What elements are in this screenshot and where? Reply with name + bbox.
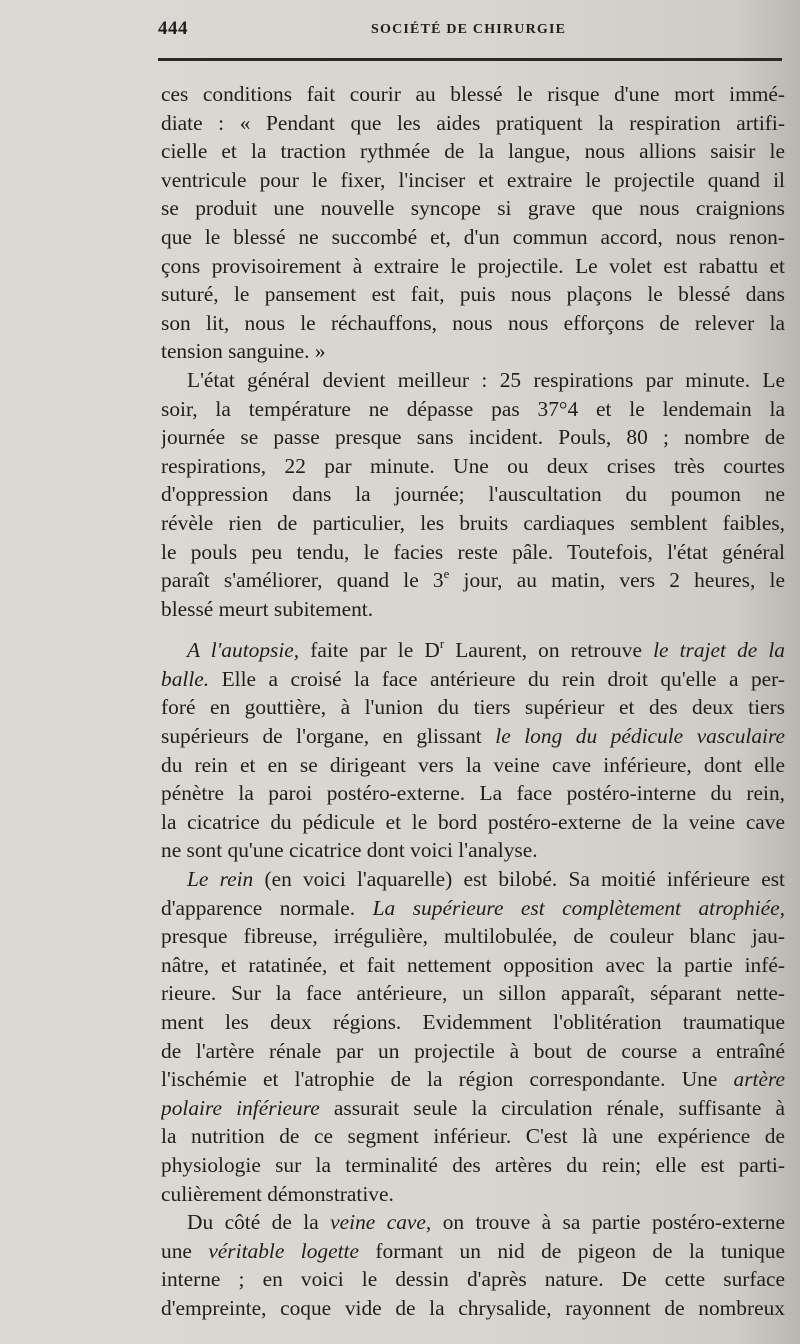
text-segment: Du côté de la bbox=[187, 1210, 331, 1235]
text-line: L'état général devient meilleur : 25 respirations par minute. Le bbox=[187, 367, 785, 392]
text-line: ces conditions fait courir au blessé le risque d'une mort immé- bbox=[161, 82, 785, 106]
paragraph-kidney bbox=[161, 865, 785, 1208]
text-line bbox=[161, 566, 785, 595]
text-line: suturé, le pansement est fait, puis nous plaçons le blessé dans bbox=[161, 282, 785, 307]
text-line: la cicatrice du pédicule et le bord postéro-externe de la veine cave bbox=[161, 809, 785, 834]
text-segment: une bbox=[161, 1238, 209, 1263]
text-line bbox=[161, 665, 785, 694]
text-line: respirations, 22 par minute. Une ou deux crises très courtes bbox=[161, 453, 785, 478]
paragraph-clinical-course bbox=[161, 366, 785, 623]
text-segment: on trouve à sa partie postéro-externe bbox=[431, 1210, 785, 1235]
text-line: çons provisoirement à extraire le projectile. Le volet est rabattu et bbox=[161, 253, 785, 278]
text-line: son lit, nous le réchauffons, nous nous efforçons de relever la bbox=[161, 310, 785, 335]
text-segment: faite par le D bbox=[299, 638, 440, 663]
text-line: ment les deux régions. Evidemment l'oblitération traumatique bbox=[161, 1010, 785, 1034]
text-line: physiologie sur la terminalité des artères du rein; elle est parti- bbox=[161, 1152, 785, 1177]
superscript: r bbox=[439, 637, 445, 652]
text-line: la nutrition de ce segment inférieur. C'est là une expérience de bbox=[161, 1124, 785, 1149]
body-text bbox=[161, 80, 785, 1323]
text-line: presque fibreuse, irrégulière, multilobulée, de couleur blanc jau- bbox=[161, 924, 785, 949]
text-segment: formant un nid de pigeon de la tunique bbox=[358, 1238, 785, 1263]
text-segment: Laurent, on retrouve bbox=[444, 638, 654, 663]
text-line: tension sanguine. » bbox=[161, 339, 326, 364]
text-segment: d'apparence normale. bbox=[161, 895, 373, 920]
text-line: d'oppression dans la journée; l'auscultation du poumon ne bbox=[161, 482, 785, 507]
text-line: interne ; en voici le dessin d'après nature. De cette surface bbox=[161, 1267, 785, 1292]
italic-text: le long du pédicule vasculaire bbox=[495, 724, 785, 749]
text-line: du rein et en se dirigeant vers la veine cave inférieure, dont elle bbox=[161, 752, 785, 777]
text-line: pénètre la paroi postéro-externe. La face postéro-interne du rein, bbox=[161, 781, 785, 806]
text-line: culièrement démonstrative. bbox=[161, 1181, 394, 1206]
paragraph-autopsy bbox=[161, 636, 785, 865]
text-line bbox=[161, 1065, 785, 1094]
text-line: cielle et la traction rythmée de la langue, nous allions saisir le bbox=[161, 139, 785, 164]
text-line: diate : « Pendant que les aides pratiquent la respiration artifi- bbox=[161, 110, 785, 135]
text-line: foré en gouttière, à l'union du tiers supérieur et des deux tiers bbox=[161, 695, 785, 720]
text-segment: l'ischémie et l'atrophie de la région correspondante. Une bbox=[161, 1067, 734, 1092]
italic-text: A l'autopsie, bbox=[187, 638, 300, 663]
italic-text: le trajet de la bbox=[653, 638, 785, 663]
text-line: de l'artère rénale par un projectile à bout de course a entraîné bbox=[161, 1038, 785, 1063]
text-line: journée se passe presque sans incident. Pouls, 80 ; nombre de bbox=[161, 425, 785, 450]
superscript: e bbox=[443, 567, 450, 582]
text-line bbox=[161, 1237, 785, 1266]
running-head bbox=[158, 16, 778, 46]
text-segment: paraît s'améliorer, quand le 3 bbox=[161, 568, 444, 593]
text-segment: supérieurs de l'organe, en glissant bbox=[161, 724, 496, 749]
text-line bbox=[161, 1094, 785, 1123]
text-line: que le blessé ne succombé et, d'un commun accord, nous renon- bbox=[161, 224, 785, 249]
paragraph-vena-cava bbox=[161, 1208, 785, 1322]
text-line bbox=[161, 894, 785, 923]
text-segment: jour, au matin, vers 2 heures, le bbox=[449, 568, 785, 593]
text-line: soir, la température ne dépasse pas 37°4 et le lendemain la bbox=[161, 396, 785, 421]
paragraph-quote-end bbox=[161, 80, 785, 366]
text-line bbox=[161, 636, 785, 665]
text-segment: (en voici l'aquarelle) est bilobé. Sa moitié inférieure est bbox=[253, 867, 785, 892]
text-line: d'empreinte, coque vide de la chrysalide, rayonnent de nombreux bbox=[161, 1295, 785, 1320]
italic-text: artère bbox=[733, 1067, 785, 1092]
text-line: ventricule pour le fixer, l'inciser et extraire le projectile quand il bbox=[161, 167, 785, 192]
italic-text: Le rein bbox=[187, 867, 254, 892]
text-line: ne sont qu'une cicatrice dont voici l'analyse. bbox=[161, 838, 538, 863]
page-number: 444 bbox=[158, 18, 188, 39]
text-segment: Elle a croisé la face antérieure du rein droit qu'elle a per- bbox=[209, 666, 785, 691]
text-line: rieure. Sur la face antérieure, un sillon apparaît, séparant nette- bbox=[161, 981, 785, 1006]
text-line: nâtre, et ratatinée, et fait nettement opposition avec la partie infé- bbox=[161, 952, 785, 977]
running-title: SOCIÉTÉ DE CHIRURGIE bbox=[371, 22, 567, 37]
text-line bbox=[161, 865, 785, 894]
header-rule bbox=[158, 58, 782, 61]
text-line: blessé meurt subitement. bbox=[161, 596, 374, 621]
text-line bbox=[161, 722, 785, 751]
italic-text: balle. bbox=[161, 666, 210, 691]
text-line: révèle rien de particulier, les bruits cardiaques semblent faibles, bbox=[161, 510, 785, 535]
italic-text: véritable logette bbox=[208, 1238, 359, 1263]
text-segment: assurait seule la circulation rénale, suffisante à bbox=[319, 1095, 785, 1120]
italic-text: La supérieure est complètement atrophiée, bbox=[372, 895, 785, 920]
text-line: se produit une nouvelle syncope si grave que nous craignions bbox=[161, 196, 785, 221]
italic-text: veine cave, bbox=[330, 1210, 432, 1235]
text-line bbox=[161, 1208, 785, 1237]
italic-text: polaire inférieure bbox=[161, 1095, 320, 1120]
text-line: le pouls peu tendu, le facies reste pâle. Toutefois, l'état général bbox=[161, 539, 785, 564]
